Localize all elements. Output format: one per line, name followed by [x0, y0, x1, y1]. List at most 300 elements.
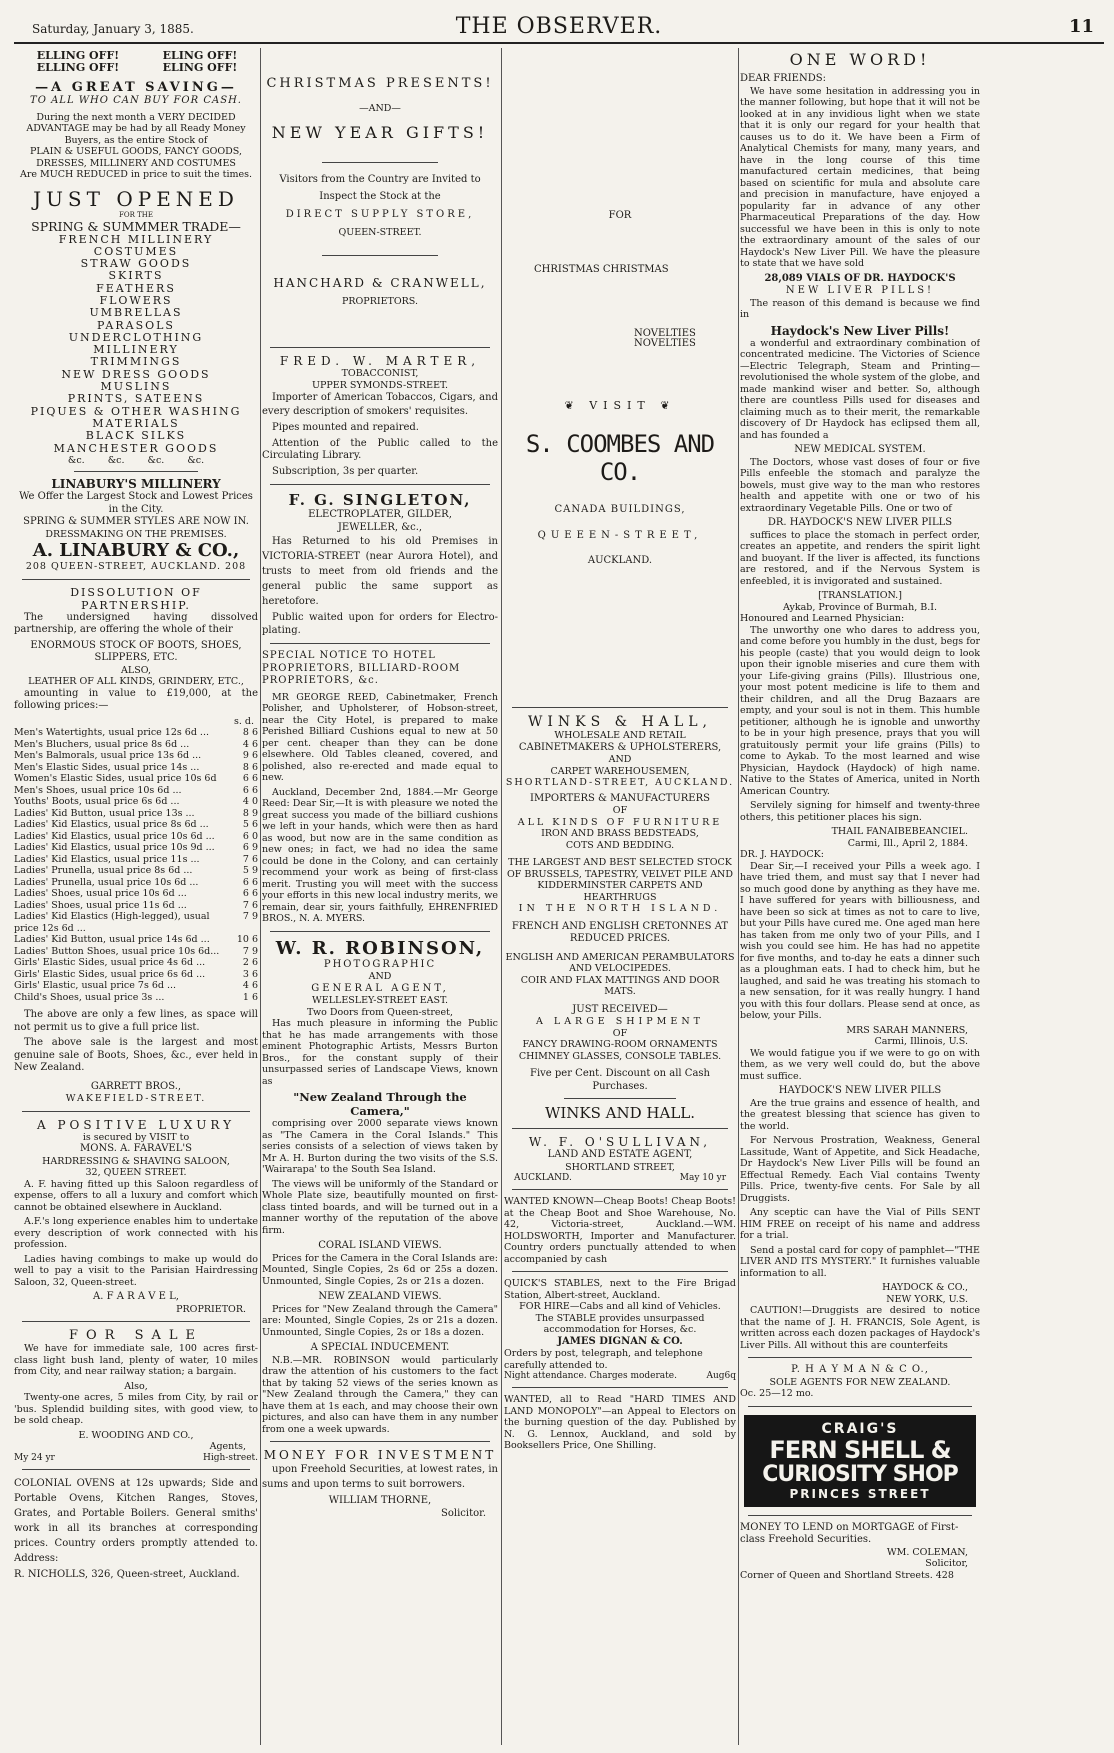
price-item: Girls' Elastic Sides, usual price 6s 6d ... [14, 968, 206, 980]
price-row [14, 750, 258, 762]
carpet-warehousemen: CARPET WAREHOUSEMEN, [550, 765, 690, 777]
price-item: Ladies' Prunella, usual price 10s 6d ... [14, 876, 199, 888]
colonial-ovens-text: COLONIAL OVENS at 12s upwards; Side and Portable Ovens, Kitchen Ranges, Stoves, Grates, and Portable Boilers. General smiths' work in all its branches at corresponding prices. Country orders promptly attended to. Address: [14, 1477, 258, 1564]
ad-code: My 24 yr [14, 1452, 55, 1463]
of-label: OF [612, 805, 628, 816]
auckland-label: AUCKLAND. [514, 1173, 572, 1183]
dr-j-greeting: DR. J. HAYDOCK: [740, 849, 824, 860]
divider [512, 1189, 728, 1190]
dissolution-heading: DISSOLUTION OF PARTNERSHIP. [70, 585, 202, 612]
importers: IMPORTERS & MANUFACTURERS [530, 792, 710, 804]
coral-heading: CORAL ISLAND VIEWS. [318, 1240, 442, 1251]
dear-friends: DEAR FRIENDS: [740, 73, 826, 84]
goods-list [14, 234, 258, 455]
carmi-date: Carmi, Ill., April 2, 1884. [847, 837, 968, 849]
coir-mats: COIR AND FLAX MATTINGS AND DOOR MATS. [520, 974, 720, 997]
servilely-text: Servilely signing for himself and twenty-three others, this petitioner places his sign. [740, 800, 980, 823]
divider [22, 579, 250, 580]
price-row [14, 992, 258, 1004]
enormous-stock: ENORMOUS STOCK OF BOOTS, SHOES, SLIPPERS, ETC. [30, 639, 242, 664]
undersigned-text: The undersigned having dissolved partnership, are offering the whole of their [14, 611, 258, 636]
column-2 [262, 50, 498, 1745]
cabinetmakers: CABINETMAKERS & UPHOLSTERERS, [518, 741, 722, 753]
reed-text: MR GEORGE REED, Cabinetmaker, French Polisher, and Upholsterer, of Hobson-street, near the City Hotel, is prepared to make Perished Billiard Cushions equal to new at 50 per cent. cheaper than they can be done elsewhere. Old Tables cleaned, covered, and polished, also re-erected and made equal to new. [262, 691, 498, 783]
divider [270, 931, 490, 932]
north-island: IN THE NORTH ISLAND. [518, 903, 722, 914]
price-value: 2 6 [242, 957, 258, 969]
goods-item: PARASOLS [97, 318, 175, 332]
for-the: FOR THE [119, 210, 153, 219]
largest-stock: THE LARGEST AND BEST SELECTED STOCK OF BRUSSELS, TAPESTRY, VELVET PILE AND KIDDERMINSTER CARPETS AND HEARTHRUGS [507, 857, 733, 903]
dear-sir-text: Dear Sir,—I received your Pills a week ago. I have tried them, and must say that I never had so much good done by anything as they have me. I have suffered for years with billiousness, and have been so sick at times as not to care to live, but your Pills have cured me. One aged man here has taken from me only two of your Pills, and I wish you could see him. He has had no appetite for five months, and to-day he eats a dinner such as a ploughman eats. I had to check him, but he laughed, and said he was treating his stomach to a new sensation, for it was really hungry. I hand you with this four dollars. Please send at once, as below, your Pills. [740, 860, 980, 1021]
price-row [14, 819, 258, 831]
divider [512, 1128, 728, 1129]
haydocks-new-heading: HAYDOCK'S NEW LIVER PILLS [778, 1085, 942, 1096]
hayman-heading: P. H A Y M A N & C O., [791, 1364, 929, 1375]
goods-item: COSTUMES [93, 244, 179, 258]
divider [74, 471, 198, 472]
price-value: 9 6 [242, 750, 258, 762]
agents-label: Agents, [209, 1441, 246, 1453]
price-item: Ladies' Kid Elastics (High-legged), usual price 12s 6d ... [14, 911, 210, 934]
discount-text: Five per Cent. Discount on all Cash Purchases. [530, 1068, 710, 1092]
and-label-2: AND [368, 971, 392, 982]
column-rule [501, 48, 502, 1745]
goods-item: UNDERCLOTHING [68, 330, 204, 344]
queen-street: QUEEN-STREET. [338, 227, 422, 238]
subscription-text: Subscription, 3s per quarter. [272, 465, 419, 477]
price-item: Ladies' Kid Elastics, usual price 8s 6d ... [14, 819, 209, 831]
for-label: FOR [608, 210, 632, 221]
and-label: —AND— [359, 103, 401, 114]
price-value: 4 0 [242, 796, 258, 808]
price-row [14, 888, 258, 900]
views-text: The views will be uniformly of the Standard or Whole Plate size, beautifully mounted on first-class tinted boards, and will be turned out in a manner worthy of the reputation of the above firm. [262, 1178, 498, 1236]
great-saving-heading: —A GREAT SAVING— [35, 80, 237, 95]
secured-text: is secured by VISIT to [82, 1131, 190, 1143]
and-label-3: AND [608, 754, 632, 765]
iron-brass: IRON AND BRASS BEDSTEADS, [541, 828, 699, 839]
price-row [14, 969, 258, 981]
goods-item: SKIRTS [108, 269, 164, 283]
novelties-double: NOVELTIES NOVELTIES [634, 327, 696, 349]
faravel-signature: A. F A R A V E L, [93, 1291, 179, 1303]
linabury-address: 208 QUEEN-STREET, AUCKLAND. 208 [25, 561, 247, 573]
price-value: 6 9 [242, 842, 258, 854]
price-row [14, 865, 258, 877]
nicholls-address: R. NICHOLLS, 326, Queen-street, Auckland. [14, 1568, 240, 1580]
pipes-text: Pipes mounted and repaired. [272, 422, 419, 433]
price-col-header: s. d. [233, 715, 254, 727]
curiosity-title: CURIOSITY SHOP [762, 1461, 958, 1487]
price-item: Girls' Elastic, usual price 7s 6d ... [14, 980, 177, 992]
upper-symonds: UPPER SYMONDS-STREET. [311, 379, 448, 391]
faravel-name: MONS. A. FARAVEL'S [80, 1143, 192, 1155]
proprietor-label: PROPRIETOR. [176, 1303, 246, 1315]
money-text: upon Freehold Securities, at lowest rates, in sums and upon terms to suit borrowers. [262, 1464, 498, 1490]
price-value: 7 9 [242, 945, 258, 957]
price-value: 7 6 [242, 853, 258, 865]
faravel-text: A. F. having fitted up this Saloon regardless of expense, offers to all a luxury and comfort which cannot be obtained elsewhere in Auckland. [14, 1178, 258, 1213]
price-value: 7 6 [242, 899, 258, 911]
christmas-double: CHRISTMAS CHRISTMAS [534, 263, 669, 275]
nz-prices: Prices for "New Zealand through the Camera" are: Mounted, Single Copies, 2s or 21s a dozen. Unmounted, Single Copies, 2s or 18s a dozen. [262, 1303, 498, 1338]
shortland-street-2: SHORTLAND STREET, [565, 1161, 675, 1173]
price-item: Ladies' Kid Elastics, usual price 10s 6d ... [14, 830, 215, 842]
price-item: Men's Elastic Sides, usual price 14s ... [14, 761, 200, 773]
price-item: Ladies' Kid Button, usual price 13s ... [14, 807, 195, 819]
osullivan-footer [504, 1173, 736, 1183]
price-row [14, 727, 258, 739]
price-item: Ladies' Shoes, usual price 11s 6d ... [14, 899, 187, 911]
selling-off-left: ELLING OFF! ELLING OFF! [36, 50, 120, 74]
price-item: Girls' Elastic Sides, usual price 4s 6d ... [14, 957, 206, 969]
divider [748, 1357, 972, 1358]
spring-styles: SPRING & SUMMER STYLES ARE NOW IN. [23, 516, 249, 528]
for-sale-heading: FOR SALE [68, 1328, 203, 1344]
column-3 [504, 50, 736, 1745]
price-value: 8 9 [242, 807, 258, 819]
haydock-bold: Haydock's New Liver Pills! [770, 323, 950, 338]
sole-agents: SOLE AGENTS FOR NEW ZEALAND. [769, 1376, 951, 1388]
goods-item: FEATHERS [96, 281, 176, 295]
attention-text: Attention of the Public called to the Circulating Library. [262, 437, 498, 461]
price-item: Youths' Boots, usual price 6s 6d ... [14, 796, 180, 808]
salon-address: 32, QUEEN STREET. [85, 1167, 187, 1179]
goods-item: NEW DRESS GOODS [61, 367, 211, 381]
ladies-text: Ladies having combings to make up would do well to pay a visit to the Parisian Hairdressing Saloon, 32, Queen-street. [14, 1253, 258, 1288]
ad-code: Aug6q [706, 1371, 736, 1381]
price-value: 4 6 [242, 738, 258, 750]
column-rule [260, 48, 261, 1745]
wellesley-street: WELLESLEY-STREET EAST. [312, 995, 448, 1006]
thail-signature: THAIL FANAIBEBEANCIEL. [831, 826, 968, 837]
price-item: Men's Shoes, usual price 10s 6d ... [14, 784, 182, 796]
of-label-2: OF [612, 1027, 628, 1039]
divider [564, 1098, 676, 1099]
price-value: 8 6 [242, 727, 258, 739]
linabury-text: We Offer the Largest Stock and Lowest Prices in the City. [19, 491, 253, 515]
tobacconist-label: TOBACCONIST, [341, 368, 419, 379]
price-row [14, 842, 258, 854]
true-grains-text: Are the true grains and essence of health, and the greatest blessing that science has given to the world. [740, 1097, 980, 1132]
money-investment-heading: MONEY FOR INVESTMENT [263, 1448, 497, 1462]
wholesale-retail: WHOLESALE AND RETAIL [554, 730, 686, 741]
nb-text: N.B.—MR. ROBINSON would particularly draw the attention of his customers to the fact that by taking 52 views of the series known as "New Zealand through the Camera," they can have them at 1s each, and may choose their own pictures, and also can have them in any number from one a week upwards. [262, 1354, 498, 1435]
cots-bedding: COTS AND BEDDING. [565, 839, 675, 851]
price-item: Ladies' Button Shoes, usual price 10s 6d... [14, 945, 220, 957]
trade-heading: SPRING & SUMMMER TRADE— [31, 218, 241, 234]
price-row [14, 785, 258, 797]
price-value: 3 6 [242, 968, 258, 980]
price-item: Ladies' Kid Elastics, usual price 11s ... [14, 853, 200, 865]
new-year-gifts-heading: NEW YEAR GIFTS! [271, 122, 489, 142]
special-inducement: A SPECIAL INDUCEMENT. [310, 1342, 450, 1353]
craigs-title: CRAIG'S [821, 1420, 899, 1437]
for-sale-text: We have for immediate sale, 100 acres first-class light bush land, plenty of water, 10 miles from City, and near railway station; a bargain. [14, 1343, 258, 1378]
translation-label: [TRANSLATION.] [818, 590, 902, 601]
goods-item: UMBRELLAS [89, 306, 183, 320]
nz-camera-title: "New Zealand Through the Camera," [293, 1090, 467, 1118]
coral-prices: Prices for the Camera in the Coral Islands are: Mounted, Single Copies, 2s 6d or 25s a dozen. Unmounted, Single Copies, 2s or 21s a dozen. [262, 1252, 498, 1287]
carmi-place: Carmi, Illinois, U.S. [874, 1036, 968, 1047]
coleman-address: Corner of Queen and Shortland Streets. 428 [740, 1569, 954, 1581]
visit-text: VISIT [589, 398, 651, 412]
wanted-known-text: WANTED KNOWN—Cheap Boots! Cheap Boots! at the Cheap Boot and Shoe Warehouse, No. 42, Victoria-street, Auckland.—WM. HOLDSWORTH, Importer and Manufacturer. Country orders punctually attended to when accompanied by cash [504, 1196, 736, 1265]
reduced-text: Are MUCH REDUCED in price to suit the times. [19, 169, 253, 180]
wooding-footer [14, 1453, 258, 1463]
masthead [14, 10, 1104, 40]
price-value: 5 9 [242, 865, 258, 877]
issue-date: Saturday, January 3, 1885. [32, 22, 194, 36]
price-item: Ladies' Kid Elastics, usual price 10s 9d ... [14, 842, 215, 854]
fleuron-left-icon: ❦ [564, 398, 580, 412]
divider [512, 1271, 728, 1272]
fern-shell-title: FERN SHELL & [769, 1435, 951, 1464]
salon-name: HARDRESSING & SHAVING SALOON, [42, 1155, 230, 1167]
goods-item: TRIMMINGS [90, 355, 182, 369]
price-row [14, 946, 258, 958]
dignan-footer [504, 1371, 736, 1381]
amounting-text: amounting in value to £19,000, at the following prices:— [14, 687, 258, 712]
price-item: Ladies' Kid Button, usual price 14s 6d ... [14, 934, 210, 946]
orders-text: Orders by post, telegraph, and telephone carefully attended to. [504, 1348, 703, 1371]
fancy-ornaments: FANCY DRAWING-ROOM ORNAMENTS CHIMNEY GLASSES, CONSOLE TABLES. [518, 1039, 722, 1062]
proprietors-label: PROPRIETORS. [341, 295, 419, 307]
price-row [14, 957, 258, 969]
goods-item: MUSLINS [100, 380, 172, 394]
linabury-firm: A. LINABURY & CO., [32, 540, 240, 562]
advantage-text: During the next month a VERY DECIDED ADVANTAGE may be had by all Ready Money Buyers, as the entire Stock of [26, 111, 246, 146]
masthead-rule [14, 42, 1104, 44]
large-shipment: A LARGE SHIPMENT [536, 1016, 704, 1027]
garrett-bros: GARRETT BROS., [90, 1080, 182, 1092]
special-notice-heading: SPECIAL NOTICE TO HOTEL PROPRIETORS, BILLIARD-ROOM PROPRIETORS, &c. [262, 650, 461, 686]
price-row [14, 900, 258, 912]
wakefield-street: WAKEFIELD-STREET. [65, 1093, 207, 1105]
high-street: High-street. [203, 1452, 258, 1463]
goods-item: PIQUES & OTHER WASHING MATERIALS [30, 404, 242, 430]
aykab-place: Aykab, Province of Burmah, B.I. [782, 601, 938, 613]
price-value: 6 6 [242, 876, 258, 888]
for-hire: FOR HIRE—Cabs and all kind of Vehicles. [519, 1301, 721, 1312]
wooding-name: E. WOODING AND CO., [78, 1429, 194, 1441]
price-item: Ladies' Prunella, usual price 8s 6d ... [14, 865, 193, 877]
price-item: Men's Balmorals, usual price 13s 6d ... [14, 750, 202, 762]
singleton-heading: F. G. SINGLETON, [288, 491, 472, 509]
linabury-heading: LINABURY'S MILLINERY [51, 477, 221, 492]
haydock-co: HAYDOCK & CO., [882, 1282, 968, 1293]
unworthy-text: The unworthy one who dares to address you, and come before you humbly in the dust, begs for his people (caste) that you would deign to look upon their ignoble miseries and cure them with your Life-giving grains (Pills). Illustrious one, your most potent medicine is life to them and their children, and all the Drug Bazaars are empty, and your soul is not in them. This humble petitioner, although he is ignoble and unworthy to be in your high presence, prays that you will gratuitously permit your life grains (Pills) to come to Aykab. To the most learned and wise Physician, Haydock (Haydock) of high name. Native to the States of America, united in North American Country. [740, 624, 980, 797]
stable-text: The STABLE provides unsurpassed accommodation for Horses, &c. [535, 1312, 705, 1335]
general-agent: GENERAL AGENT, [311, 982, 449, 994]
solicitor-label: Solicitor. [441, 1507, 486, 1519]
price-value: 6 0 [242, 830, 258, 842]
divider [322, 162, 438, 163]
price-row [14, 773, 258, 785]
christmas-presents-heading: CHRISTMAS PRESENTS! [266, 76, 494, 91]
also-label: ALSO, [121, 664, 151, 676]
auckland-3: AUCKLAND. [587, 554, 653, 566]
thorne-name: WILLIAM THORNE, [328, 1495, 432, 1506]
singleton-text: Has Returned to his old Premises in VICTORIA-STREET (near Aurora Hotel), and trusts to meet from old friends and the general public the same support as heretofore. [262, 536, 498, 607]
goods-item: FRENCH MILLINERY [58, 232, 214, 246]
price-row [14, 854, 258, 866]
caution-text: CAUTION!—Druggists are desired to notice that the name of J. H. FRANCIS, Sole Agent, is written across each dozen packages of Haydock's Liver Pills. All without this are counterfeits [740, 1305, 980, 1351]
reason-text: The reason of this demand is because we find in [740, 297, 980, 320]
sceptic-text: Any sceptic can have the Vial of Pills SENT HIM FREE on receipt of his name and address for a trial. [740, 1207, 980, 1241]
page-number: 11 [1068, 16, 1094, 37]
direct-supply-store: DIRECT SUPPLY STORE, [285, 208, 475, 220]
nervous-text: For Nervous Prostration, Weakness, General Lassitude, Want of Appetite, and Sick Headache, Dr Haydock's New Liver Pills will be found an Effectual Remedy. Each Vial contains Twenty Pills. Price, twenty-five cents. For Sale by all Druggists. [740, 1135, 980, 1204]
price-item: Women's Elastic Sides, usual price 10s 6d [14, 773, 217, 785]
one-word-heading: ONE WORD! [789, 50, 931, 69]
column-4 [740, 50, 980, 1745]
osullivan-heading: W. F. O'SULLIVAN, [528, 1135, 712, 1149]
divider [270, 484, 490, 485]
winks-hall-heading: WINKS & HALL, [528, 714, 712, 730]
divider [270, 347, 490, 348]
doctors-text: The Doctors, whose vast doses of four or five Pills enfeeble the stomach and paralyze the bowels, must give way to the man who restores health and appetite with one or two of his extraordinary Vegetable Pills. One or two of [740, 456, 980, 514]
above-few-text: The above are only a few lines, as space will not permit us to give a full price list. [14, 1009, 258, 1033]
price-row [14, 934, 258, 946]
all-kinds: ALL KINDS OF FURNITURE [517, 816, 723, 828]
leather-line: LEATHER OF ALL KINDS, GRINDERY, ETC., [28, 676, 244, 688]
price-row [14, 911, 258, 934]
electroplater: ELECTROPLATER, GILDER, [308, 509, 452, 520]
just-received: JUST RECEIVED— [572, 1003, 668, 1015]
jeweller: JEWELLER, &c., [337, 521, 423, 533]
goods-item: PRINTS, SATEENS [67, 392, 205, 406]
goods-item: STRAW GOODS [80, 257, 192, 271]
honoured-greeting: Honoured and Learned Physician: [740, 613, 905, 624]
winks-hall-signature: WINKS AND HALL. [544, 1104, 696, 1122]
perambulators: ENGLISH AND AMERICAN PERAMBULATORS AND VELOCIPEDES. [505, 951, 735, 974]
manners-signature: MRS SARAH MANNERS, [846, 1024, 968, 1036]
price-value: 4 6 [242, 980, 258, 992]
money-lend-text: MONEY TO LEND on MORTGAGE of First-class Freehold Securities. [740, 1521, 959, 1545]
night-attendance: Night attendance. Charges moderate. [504, 1371, 677, 1381]
princes-street: PRINCES STREET [789, 1486, 931, 1501]
new-liver-pills: NEW LIVER PILLS! [785, 285, 935, 296]
price-item: Child's Shoes, usual price 3s ... [14, 991, 165, 1003]
ad-code: May 10 yr [679, 1173, 726, 1183]
price-item: Ladies' Shoes, usual price 10s 6d ... [14, 888, 187, 900]
divider [512, 707, 728, 708]
robinson-heading: W. R. ROBINSON, [275, 937, 485, 959]
column-rule [738, 48, 739, 1745]
divider [270, 1441, 490, 1442]
hanchard-cranwell: HANCHARD & CRANWELL, [273, 275, 487, 290]
vials-heading: 28,089 VIALS OF DR. HAYDOCK'S [764, 272, 956, 284]
dressmaking: DRESSMAKING ON THE PREMISES. [45, 528, 227, 540]
public-text: Public waited upon for orders for Electro-plating. [262, 612, 498, 636]
medical-system: NEW MEDICAL SYSTEM. [794, 444, 926, 455]
hesitation-text: We have some hesitation in addressing you in the manner following, but hope that it will not be looked at in any invidious light when we state that it is only our regard for your health that causes us to do it. We have been a Firm of Analytical Chemists for many, many years, and have in the long course of this time manufactured certain medicines, that being based on scientific for mula and absolute care and precision in manufacture, have enjoyed a popularity far in advance of any other Pharmaceutical Preparations of the day. How successful we have been in this is only to note the extraordinary amount of the sales of our Haydock's New Liver Pill. We have the pleasure to state that we have sold [740, 85, 980, 269]
divider [22, 1469, 250, 1470]
canada-buildings: CANADA BUILDINGS, [554, 503, 686, 515]
faravel-experience: A.F.'s long experience enables him to undertake every description of work connected with his profession. [14, 1216, 258, 1251]
etc-line: &c. &c. &c. &c. [67, 454, 205, 466]
price-value: 7 9 [242, 911, 258, 923]
visitors-text: Visitors from the Country are Invited to Inspect the Stock at the [279, 173, 481, 202]
price-row [14, 831, 258, 843]
comprising-text: comprising over 2000 separate views known as "The Camera in the Coral Islands." This series consists of a selection of views taken by Mr A. H. Burton during the two visits of the S.S. 'Wairarapa' to the South Sea Island. [262, 1118, 498, 1175]
wonderful-text: a wonderful and extraordinary combination of concentrated medicine. The Victories of Science—Electric Telegraph, Steam and Printing—revolutionised the whole system of the globe, and made mankind wiser and better. So, although there are countless Pills used for diseases and claiming much as to their merit, the remarkable discovery of Dr Haydock has eclipsed them all, and has founded a [740, 337, 980, 441]
cash-line: TO ALL WHO CAN BUY FOR CASH. [30, 95, 242, 106]
just-opened-heading: JUST OPENED [33, 186, 239, 211]
suffices-text: suffices to place the stomach in perfect order, creates an appetite, and renders the spirit light and buoyant. If the liver is affected, its functions are restored, and if the Nervous System is enfeebled, it is invigorated and sustained. [740, 529, 980, 587]
postal-text: Send a postal card for copy of pamphlet—"THE LIVER AND ITS MYSTERY." It furnishes valuable information to all. [740, 1244, 980, 1279]
two-doors: Two Doors from Queen-street, [307, 1006, 453, 1018]
divider [748, 1515, 972, 1516]
land-agent: LAND AND ESTATE AGENT, [547, 1149, 693, 1160]
luxury-heading: A POSITIVE LUXURY [36, 1117, 235, 1132]
above-sale-text: The above sale is the largest and most genuine sale of Boots, Shoes, &c., ever held in New Zealand. [14, 1037, 258, 1074]
twenty-acres-text: Twenty-one acres, 5 miles from City, by rail or 'bus. Splendid building sites, with good view, to be sold cheap. [14, 1392, 258, 1427]
price-row [14, 762, 258, 774]
coombes-heading: S. COOMBES AND CO. [525, 429, 715, 486]
wanted-read-text: WANTED, all to Read "HARD TIMES AND LAND MONOPOLY"—an Appeal to Electors on the burning question of the day. Published by N. G. Lennox, Auckland, and sold by Booksellers Price, One Shilling. [504, 1394, 736, 1451]
price-row [14, 796, 258, 808]
fleuron-right-icon: ❦ [660, 398, 676, 412]
divider [512, 1387, 728, 1388]
price-value: 6 6 [242, 784, 258, 796]
goods-item: MILLINERY [93, 343, 179, 357]
fatigue-text: We would fatigue you if we were to go on with them, as we very well could do, but the above must suffice. [740, 1047, 980, 1082]
shortland-street: SHORTLAND-STREET, AUCKLAND. [505, 777, 735, 788]
price-row [14, 739, 258, 751]
goods-item: MANCHESTER GOODS [53, 441, 219, 455]
selling-off-right: ELING OFF! ELING OFF! [162, 50, 238, 74]
newspaper-title: THE OBSERVER. [455, 14, 663, 39]
nz-views-heading: NEW ZEALAND VIEWS. [318, 1291, 442, 1302]
price-value: 6 6 [242, 888, 258, 900]
coleman-name: WM. COLEMAN, [886, 1546, 968, 1558]
price-row [14, 877, 258, 889]
goods-item: FLOWERS [99, 293, 173, 307]
price-value: 8 6 [242, 761, 258, 773]
photographic: PHOTOGRAPHIC [323, 958, 437, 970]
divider [322, 255, 438, 256]
dr-haydock-pills: DR. HAYDOCK'S NEW LIVER PILLS [767, 517, 953, 528]
dignan-heading: JAMES DIGNAN & CO. [557, 1335, 683, 1347]
price-item: Men's Watertights, usual price 12s 6d ... [14, 727, 209, 739]
price-value: 5 6 [242, 819, 258, 831]
reed-letter: Auckland, December 2nd, 1884.—Mr George Reed: Dear Sir,—It is with pleasure we noted the great success you made of the billiard cushions we left in your hands, which were then as hard as wood, but now are in the same condition as new ones; in fact, we had no idea the same could be done in the Colony, and can certainly recommend your work as being of first-class merit. Trusting you will meet with the success your efforts in this new local industry merits, we remain, dear sir, yours faithfully, EHRENFRIED BROS., N. A. MYERS. [262, 786, 498, 924]
quicks-stables: QUICK'S STABLES, next to the Fire Brigad Station, Albert-street, Auckland. [504, 1278, 736, 1301]
visit-label [504, 399, 736, 412]
importer-text: Importer of American Tobaccos, Cigars, and every description of smokers' requisites. [262, 392, 498, 417]
price-value: 10 6 [236, 934, 258, 946]
price-row [14, 808, 258, 820]
price-item: Men's Bluchers, usual price 8s 6d ... [14, 738, 190, 750]
divider [748, 1406, 972, 1407]
plain-goods: PLAIN & USEFUL GOODS, FANCY GOODS, DRESSES, MILLINERY AND COSTUMES [30, 146, 242, 169]
craigs-banner [744, 1415, 976, 1507]
also-label-2: Also, [124, 1380, 148, 1392]
oc-code: Oc. 25—12 mo. [740, 1388, 814, 1399]
price-row [14, 980, 258, 992]
divider [22, 1321, 250, 1322]
price-value: 6 6 [242, 773, 258, 785]
goods-item: BLACK SILKS [85, 429, 187, 443]
divider [22, 1111, 250, 1112]
new-york: NEW YORK, U.S. [886, 1293, 968, 1305]
price-value: 1 6 [242, 991, 258, 1003]
robinson-pleasure: Has much pleasure in informing the Public that he has made arrangements with those eminent Photographic Artists, Messrs Burton Bros., for the constant supply of their unsurpassed series of Landscape Views, known as [262, 1018, 498, 1087]
coleman-solicitor: Solicitor, [925, 1558, 968, 1569]
